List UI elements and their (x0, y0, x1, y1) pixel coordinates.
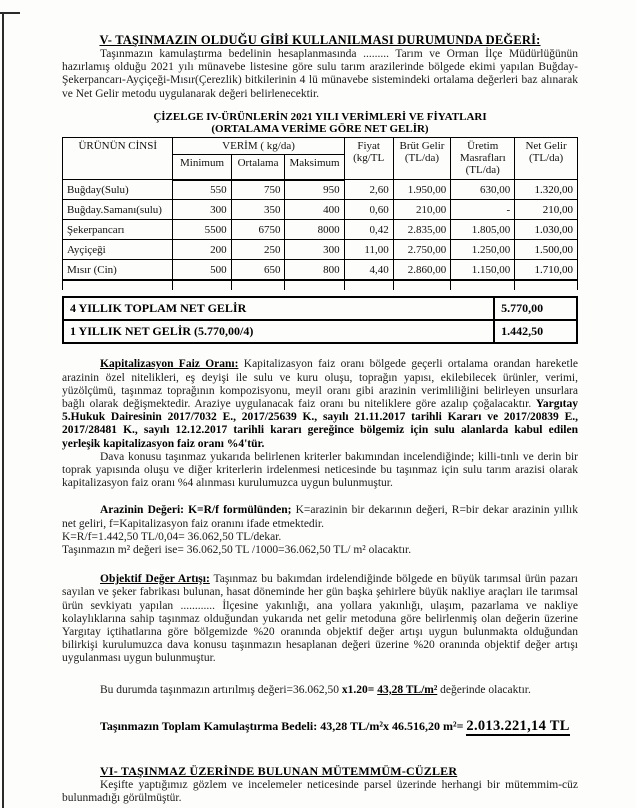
cell-avg: 750 (231, 180, 285, 200)
cell-price: 11,00 (344, 240, 393, 260)
col-header-product: ÜRÜNÜN CİNSİ (63, 137, 173, 180)
table-caption (62, 111, 578, 135)
col-header-yield-group: VERİM ( kg/da) (173, 137, 344, 154)
total-expropriation-line (62, 719, 578, 734)
yield-price-table (62, 137, 578, 291)
cell-min: 550 (173, 180, 231, 200)
section-vi-body: Keşifte yaptığımız gözlem ve incelemeler neticesinde parsel üzerinde herhangi bir mütemmim-cüz bulunmadığı görülmüştür. (62, 778, 578, 804)
cell-min: 200 (173, 240, 231, 260)
cell-net: 1.500,00 (515, 240, 578, 260)
cell-max: 400 (285, 200, 344, 220)
table-row (63, 260, 578, 281)
cell-gross: 1.950,00 (393, 180, 451, 200)
summary-value: 5.770,00 (494, 297, 577, 320)
cell-product: Buğday(Sulu) (63, 180, 173, 200)
increased-value-result: 43,28 TL/m² (377, 683, 438, 696)
summary-value: 1.442,50 (494, 320, 577, 343)
summary-row (63, 320, 577, 343)
scan-border-left (2, 12, 4, 808)
cell-avg: 350 (231, 200, 285, 220)
empty-cell (173, 280, 231, 290)
col-header-min: Minimum (173, 154, 231, 180)
increased-value-suffix: değerinde olacaktır. (437, 683, 531, 696)
col-header-net: Net Gelir (TL/da) (515, 137, 578, 180)
summary-row (63, 297, 577, 320)
cell-net: 1.320,00 (515, 180, 578, 200)
land-value-formula-m2: Taşınmazın m² değeri ise= 36.062,50 TL /1000=36.062,50 TL/ m² olacaktır. (62, 543, 412, 556)
empty-cell (231, 280, 285, 290)
cell-product: Ayçiçeği (63, 240, 173, 260)
cell-product: Şekerpancarı (63, 220, 173, 240)
table-caption-line2: (ORTALAMA VERİME GÖRE NET GELİR) (211, 122, 429, 135)
objective-increase-paragraph (62, 573, 578, 665)
cell-cost: 1.250,00 (451, 240, 515, 260)
cell-gross: 210,00 (393, 200, 451, 220)
cell-cost: 630,00 (451, 180, 515, 200)
cell-max: 300 (285, 240, 344, 260)
cell-price: 0,60 (344, 200, 393, 220)
cell-gross: 2.750,00 (393, 240, 451, 260)
cap-rate-heading: Kapitalizasyon Faiz Oranı: (100, 358, 239, 371)
cell-cost: 1.150,00 (451, 260, 515, 281)
cell-min: 300 (173, 200, 231, 220)
total-expropriation-amount: 2.013.221,14 TL (466, 717, 570, 734)
cell-net: 1.710,00 (515, 260, 578, 281)
increased-value-prefix: Bu durumda taşınmazın artırılmış değeri=36.062,50 (100, 683, 342, 696)
net-income-summary-table (62, 296, 578, 344)
col-header-avg: Ortalama (231, 154, 285, 180)
cell-avg: 250 (231, 240, 285, 260)
table-caption-line1: ÇİZELGE IV-ÜRÜNLERİN 2021 YILI VERİMLERİ VE FİYATLARI (153, 110, 487, 123)
col-header-max: Maksimum (285, 154, 344, 180)
summary-label: 1 YILLIK NET GELİR (5.770,00/4) (63, 320, 494, 343)
cell-gross: 2.835,00 (393, 220, 451, 240)
cell-max: 8000 (285, 220, 344, 240)
col-header-price: Fiyat (kg/TL (344, 137, 393, 180)
objective-increase-heading: Objektif Değer Artışı: (100, 573, 210, 586)
cell-max: 950 (285, 180, 344, 200)
table-header-row (63, 137, 578, 154)
cell-product: Mısır (Cin) (63, 260, 173, 281)
table-row (63, 180, 578, 200)
land-value-heading: Arazinin Değeri: K=R/f formülünden; (100, 504, 292, 517)
cell-cost: 1.805,00 (451, 220, 515, 240)
section-v-intro: Taşınmazın kamulaştırma bedelinin hesaplanmasında ......... Tarım ve Orman İlçe Müdürlüğünün hazırlamış olduğu 2021 yılı münavebe listesine göre sulu tarım arazilerinde bölgede ekimi yapılan Buğday-Şekerpancarı-Ayçiçeği-Mısır(Çerezlik) bitkilerinin 4 lü münavebe sistemindeki ortalama değerleri baz alınarak ve Net Gelir metodu uygulanarak değeri belirlenecektir. (62, 48, 578, 100)
land-value-paragraph (62, 504, 578, 530)
table-empty-row (63, 280, 578, 290)
cell-product: Buğday.Samanı(sulu) (63, 200, 173, 220)
table-row (63, 220, 578, 240)
section-v-title: V- TAŞINMAZIN OLDUĞU GİBİ KULLANILMASI DURUMUNDA DEĞERİ: (99, 33, 541, 47)
table-row (63, 240, 578, 260)
cell-gross: 2.860,00 (393, 260, 451, 281)
total-expropriation-label: Taşınmazın Toplam Kamulaştırma Bedeli: 43,28 TL/m²x 46.516,20 m²= (100, 718, 467, 733)
cap-rate-conclusion-paragraph: Dava konusu taşınmaz yukarıda belirlenen kriterler bakımından incelendiğinde; killi-tınlı ve derin bir toprak yapısında oluşu ve diğer kriterlerin irdelenmesi neticesinde bu taşınmaz için sulu tarım arazisi olarak kapitalizasyon faiz oranı %4 alınması kurulumuzca uygun bulunmuştur. (62, 450, 578, 490)
cell-price: 4,40 (344, 260, 393, 281)
increased-value-line (62, 684, 578, 697)
objective-increase-body: Taşınmaz bu bakımdan irdelendiğinde bölgede en büyük tarımsal ürün pazarı sayılan ve şeker fabrikası bulunan, hasat döneminde her gün başka şehirlere büyük nakliye araçları ile tarımsal ürün sevkiyatı yapılan ............ İlçesine yakınlığı, ana yollara yakınlığı, ulaşım, pazarlama ve nakliye kolaylıklarına sahip taşınmaz olduğundan yukarıda net gelir metoduna göre belirlenmiş olan değerin üzerine Yargıtay içtihatlarına göre bölgemizde %20 oranında objektif değer artışı uygun bulunmakta olduğundan bilirkişi kurulumuzca dava konusu taşınmazın hesaplanan değeri üzerine %20 oranında objektif değer artışı uygulanması uygun bulunmuştur. (62, 573, 579, 665)
col-header-cost: Üretim Masrafları (TL/da) (451, 137, 515, 180)
summary-label: 4 YILLIK TOPLAM NET GELİR (63, 297, 494, 320)
cell-min: 5500 (173, 220, 231, 240)
cell-net: 210,00 (515, 200, 578, 220)
empty-cell (451, 280, 515, 290)
cell-price: 0,42 (344, 220, 393, 240)
empty-cell (344, 280, 393, 290)
cap-rate-court-ruling: Yargıtay 5.Hukuk Dairesinin 2017/7032 E., 2017/25639 K., sayılı 21.11.2017 tarihli Kararı ve 2017/20839 E., 2017/28481 K., sayılı 12.12.2017 tarihli kararı gereğince bölgemiz için sulu alanlarda kabul edilen yerleşik kapitalizasyon faiz oranı %4'tür. (62, 397, 578, 450)
cell-price: 2,60 (344, 180, 393, 200)
cap-rate-paragraph (62, 358, 578, 450)
cell-net: 1.030,00 (515, 220, 578, 240)
increased-value-multiplier: x1.20= (341, 683, 378, 696)
cell-avg: 6750 (231, 220, 285, 240)
cell-avg: 650 (231, 260, 285, 281)
land-value-formula-dekar: K=R/f=1.442,50 TL/0,04= 36.062,50 TL/dekar. (62, 530, 282, 543)
scan-border-top-tick (0, 12, 20, 14)
section-vi-title: VI- TAŞINMAZ ÜZERİNDE BULUNAN MÜTEMMÜM-CÜZLER (100, 763, 458, 778)
empty-cell (515, 280, 578, 290)
empty-cell (63, 280, 173, 290)
cell-cost: - (451, 200, 515, 220)
empty-cell (393, 280, 451, 290)
col-header-gross: Brüt Gelir (TL/da) (393, 137, 451, 180)
cap-rate-body: Kapitalizasyon faiz oranı bölgede geçerli ortalama orandan hareketle arazinin özel nitelikleri, eş deyişi ile sulu ve kuru oluşu, toprağın yapısı, ekilebilecek ürünler, verimi, yüzölçümü, taşınmaz toprağının kompozisyonu, meyil oranı gibi arazinin verimliliğini belirleyen unsurlara bağlı olarak değişmektedir. Araziye uygulanacak faiz oranı bu niteliklere göre azalıp çoğalacaktır. (62, 358, 578, 410)
cell-min: 500 (173, 260, 231, 281)
cell-max: 800 (285, 260, 344, 281)
empty-cell (285, 280, 344, 290)
table-row (63, 200, 578, 220)
land-value-body: K=arazinin bir dekarının değeri, R=bir dekar arazinin yıllık net geliri, f=Kapitalizasyon faiz oranını ifade etmektedir. (62, 504, 578, 530)
